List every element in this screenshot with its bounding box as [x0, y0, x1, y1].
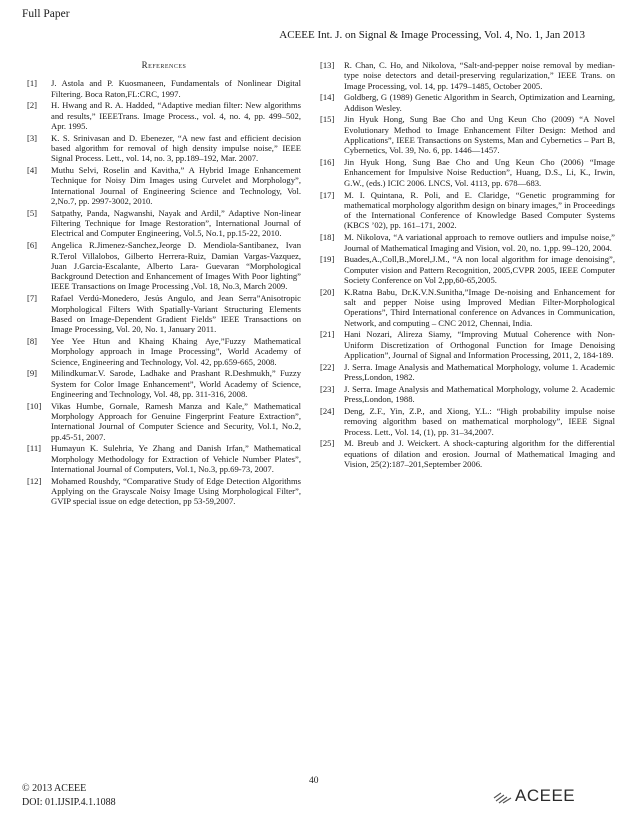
right-column	[320, 60, 615, 471]
reference-list-left	[27, 78, 301, 506]
reference-item	[27, 293, 301, 334]
reference-item	[320, 254, 615, 285]
reference-text: Deng, Z.F., Yin, Z.P., and Xiong, Y.L.: “High probability impulse noise removing algorithm based on mathematical morphology”, IEEE Signal Process. Lett., Vol. 14, (1), pp. 31–34,2007.	[344, 406, 615, 437]
reference-text: M. Breub and J. Weickert. A shock-capturing algorithm for the differential equations of dilation and erosion. Journal of Mathematical Imaging and Vision, 25(2):187–201,September 2006.	[344, 438, 615, 469]
reference-text: Humayun K. Sulehria, Ye Zhang and Danish Irfan,” Mathematical Morphology Methodology for Extraction of Vehicle Number Plates”, International Journal of Computers, Vol.1, No.3, pp.69-73, 2007.	[51, 443, 301, 474]
reference-number: [24]	[320, 406, 335, 416]
reference-item	[27, 240, 301, 291]
reference-number: [2]	[27, 100, 38, 111]
page-number: 40	[309, 776, 319, 786]
reference-text: J. Astola and P. Kuosmaneen, Fundamentals of Nonlinear Digital Filtering. Boca Raton,FL:CRC, 1997.	[51, 78, 301, 99]
journal-header: ACEEE Int. J. on Signal & Image Processing, Vol. 4, No. 1, Jan 2013	[279, 29, 585, 41]
footer-info	[22, 782, 116, 810]
reference-item	[320, 92, 615, 113]
reference-number: [5]	[27, 207, 38, 218]
reference-text: Satpathy, Panda, Nagwanshi, Nayak and Ardil,” Adaptive Non-linear Filtering Technique for Image Restoration”, International Journal of Electrical and Computer Engineering, Vol.5, No.1, pp.15-22, 2010.	[51, 207, 301, 239]
reference-number: [15]	[320, 114, 335, 125]
reference-number: [19]	[320, 254, 335, 265]
reference-number: [23]	[320, 383, 335, 394]
reference-text: Muthu Selvi, Roselin and Kavitha,” A Hybrid Image Enhancement Technique for Noisy Dim Images using Curvelet and Morphology”, International Journal of Engineering Science and Technology, Vol. 2,No.7, pp. 2997-3002, 2010.	[51, 165, 301, 207]
reference-number: [12]	[27, 475, 42, 486]
reference-number: [16]	[320, 157, 335, 168]
reference-item	[320, 362, 615, 383]
reference-item	[320, 329, 615, 360]
references-heading: References	[141, 60, 187, 70]
reference-item	[27, 336, 301, 367]
reference-text: Angelica R.Jimenez-Sanchez,Jeorge D. Mendiola-Santibanez, Ivan R.Terol Villalobos, Gilberto Herrera-Ruiz, Damian Vargas-Vazquez, Juan J.Garcia-Escalante, Alberto Lara- Guevaran “Morphological Background Detection and Enhancement of Images With Poor lighting” IEEE Transactions on Image Processing ,Vol. 18, No.3, March 2009.	[51, 240, 301, 292]
reference-number: [18]	[320, 232, 335, 243]
reference-number: [17]	[320, 189, 335, 200]
reference-text: Vikas Humbe, Gornale, Ramesh Manza and Kale,” Mathematical Morphology Approach for Genuine Fingerprint Feature Extraction”, International Journal of Computer Science and Security, Vol.1, No.2, pp.45-51, 2007.	[51, 400, 301, 442]
reference-text: Rafael Verdú-Monedero, Jesús Angulo, and Jean Serra”Anisotropic Morphological Filters With Spatially-Variant Structuring Elements Based on Image-Dependent Gradient Fields” IEEE Transactions on Image Processing, Vol. 20, No. 1, January 2011.	[51, 293, 301, 335]
doi: DOI: 01.IJSIP.4.1.1088	[22, 797, 116, 808]
reference-item	[27, 165, 301, 206]
reference-number: [3]	[27, 132, 38, 143]
logo-text: ACEEE	[515, 786, 576, 805]
reference-list-right	[320, 60, 615, 469]
reference-text: Hani Nozari, Alireza Siamy, “Improving Mutual Coherence with Non-Uniform Discretization of Orthogonal Function for Image Denoising Application”, Journal of Signal and Information Processing, 2011, 2, 184-189.	[344, 329, 615, 361]
reference-text: Mohamed Roushdy, “Comparative Study of Edge Detection Algorithms Applying on the Grayscale Noisy Image Using Morphological Filter”, GVIP special issue on edge detection, pp 53-59,2007.	[51, 475, 301, 507]
reference-text: H. Hwang and R. A. Hadded, “Adaptive median filter: New algorithms and results,” IEEETrans. Image Process., vol. 4, no. 4, pp. 499–502, Apr. 1995.	[51, 100, 301, 131]
reference-text: M. Nikolova, “A variational approach to remove outliers and impulse noise,” Journal of Mathematical Imaging and Vision, vol. 20, no. 1,pp. 99–120, 2004.	[344, 232, 615, 253]
reference-item	[27, 401, 301, 442]
reference-number: [7]	[27, 293, 38, 304]
reference-item	[27, 476, 301, 507]
reference-item	[320, 157, 615, 188]
reference-text: Yee Yee Htun and Khaing Khaing Aye,”Fuzzy Mathematical Morphology approach in Image Processing”, World Academy of Science, Engineering and Technology, Vol. 42, pp.659-665, 2008.	[51, 335, 301, 367]
reference-item	[320, 114, 615, 155]
reference-item	[320, 438, 615, 469]
left-column	[27, 56, 301, 508]
reference-number: [25]	[320, 438, 335, 449]
reference-item	[27, 208, 301, 239]
reference-item	[27, 443, 301, 474]
aceee-logo	[493, 786, 575, 806]
reference-text: J. Serra. Image Analysis and Mathematical Morphology, volume 1. Academic Press,London, 1982.	[344, 361, 615, 383]
reference-number: [14]	[320, 92, 335, 103]
paper-type-label: Full Paper	[22, 8, 70, 20]
copyright: © 2013 ACEEE	[22, 783, 87, 794]
reference-text: J. Serra. Image Analysis and Mathematical Morphology, volume 2. Academic Press,London, 1988.	[344, 383, 615, 405]
reference-item	[27, 368, 301, 399]
reference-item	[320, 190, 615, 231]
reference-number: [1]	[27, 78, 38, 89]
reference-number: [6]	[27, 240, 38, 251]
reference-number: [20]	[320, 286, 335, 297]
reference-text: Milindkumar.V. Sarode, Ladhake and Prashant R.Deshmukh,” Fuzzy System for Color Image Enhancement”, World Academy of Science, Engineering and Technology, Vol. 48, pp. 311-316, 2008.	[51, 368, 301, 399]
reference-text: Jin Hyuk Hong, Sung Bae Cho and Ung Keun Cho (2006) “Image Enhancement for Impulsive Noise Reduction”, Huang, D.S., Li, K., Irwin, G.W., (eds.) ICIC 2006. LNCS, Vol. 4113, pp. 678—683.	[344, 157, 615, 188]
reference-item	[320, 406, 615, 437]
reference-text: Buades,A.,Coll,B.,Morel,J.M., “A non local algorithm for image denoising”, Computer vision and Pattern Recognition, 2005,CVPR 2005, IEEE Computer Society Conference on Vol 2,pp,60-65,2005.	[344, 254, 615, 285]
reference-number: [8]	[27, 335, 38, 346]
reference-number: [9]	[27, 368, 38, 379]
reference-item	[320, 287, 615, 328]
reference-item	[320, 232, 615, 253]
reference-text: K. S. Srinivasan and D. Ebenezer, “A new fast and efficient decision based algorithm for removal of high density impulse noise,” IEEE Signal Process. Lett., vol. 14, no. 3, pp.189–192, Mar. 2007.	[51, 132, 301, 164]
reference-text: M. I. Quintana, R. Poli, and E. Claridge, “Genetic programming for mathematical morphology algorithm design on binary images,” in Proceedings of the International Conference of Knowledge Based Computer Systems (KBCS ’02), pp. 161–171, 2002.	[344, 189, 615, 231]
reference-text: Jin Hyuk Hong, Sung Bae Cho and Ung Keun Cho (2009) “A Novel Evolutionary Method to Image Enhancement Filter Design: Method and Applications”, IEEE Transactions on Systems, Man and Cybernetics – Part B, Cybernetics, Vol. 39, No. 6, pp. 1446—1457.	[344, 114, 615, 156]
reference-item	[27, 133, 301, 164]
reference-number: [11]	[27, 443, 41, 454]
reference-item	[320, 384, 615, 405]
reference-number: [22]	[320, 361, 335, 372]
reference-text: K.Ratna Babu, Dr.K.V.N.Sunitha,”Image De-noising and Enhancement for salt and pepper Noise using Improved Median Filter-Morphological Operations”, Third International conference on Advances in Communication, Network, and computing – CNC 2012, Chennai, India.	[344, 286, 615, 328]
reference-item	[320, 60, 615, 91]
reference-number: [13]	[320, 60, 335, 70]
reference-item	[27, 100, 301, 131]
reference-text: R. Chan, C. Ho, and Nikolova, “Salt-and-pepper noise removal by median-type noise detectors and detail-preserving regularization,” IEEE Trans. on Image Processing, vol. 14, pp. 1479–1485, October 2005.	[344, 60, 615, 91]
reference-text: Goldberg, G (1989) Genetic Algorithm in Search, Optimization and Learning, Addison Wesley.	[344, 92, 615, 113]
logo-mark-icon	[493, 790, 513, 804]
reference-item	[27, 78, 301, 99]
reference-number: [10]	[27, 400, 42, 411]
reference-number: [4]	[27, 165, 38, 176]
reference-number: [21]	[320, 329, 335, 340]
